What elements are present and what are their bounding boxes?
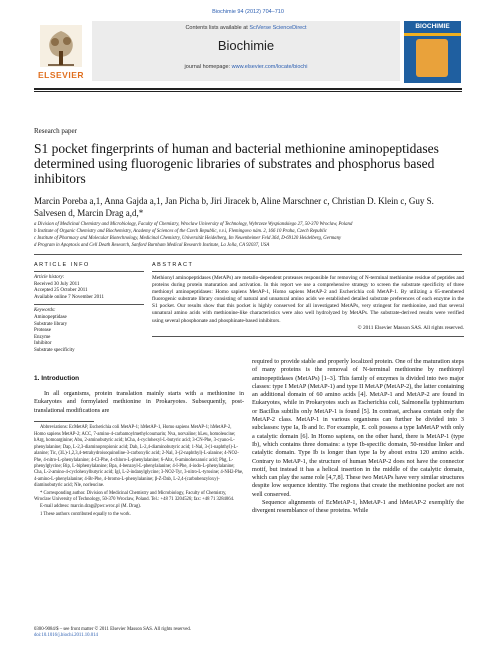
keywords — [34, 304, 144, 354]
footnote-equal-contribution: 1 These authors contributed equally to the work. — [40, 511, 131, 517]
history-accepted: Accepted 25 October 2011 — [34, 288, 88, 294]
footnote-corresponding: * Corresponding author. Division of Medicinal Chemistry and Microbiology, Faculty of Chemistry, Wroclaw University of Technology, 50-370 Wroclaw, Poland. Tel.: +48 71 3204526; fax: +48 71 3284064. — [34, 490, 235, 502]
homepage-line — [92, 64, 400, 70]
intro-paragraph: required to provide stable and properly localized protein. One of the maturation steps of many proteins is the removal of N-terminal methionine by methionyl aminopeptidases (MetAPs) [1–3]. This family of enzymes is divided into two major classes: type I MetAP (MetAP-1) and type II MetAP (MetAP-2), the latter containing an additional domain of 60 amino acids [4]. MetAP-1 and MetAP-2 are found in Eukaryotes, while in Prokaryotes such as Escherichia coli, Salmonella typhimurium or Bacillus subtilis only MetAP-1 is found [5]. In contrast, archaea contain only the MetAP-2 class. MetAP-1 in various organisms can further be divided into 3 subclasses: type Ia, Ib and Ic. For example, E. coli possess a type IaMetAP with only a catalytic domain [6]. In Homo sapiens, on the other hand, there is MetAP-1 (type Ib), which contains three domains: a type Ib-specific domain, 50-residue linker and catalytic domain. Type Ib is longer than type Ia by about extra 120 amino acids. Contrary to MetAP-1, the structure of human MetAP-2 does not have the connector motif, but instead it has a helical insertion in the middle of the catalytic domain, which can play the same role [4,7,8]. These two MetAPs have very similar structures despite low sequence identity. The regions that create the methionine pocket are not well conserved. — [252, 358, 464, 498]
history-received: Received 30 July 2011 — [34, 281, 80, 287]
abstract-text: Methionyl aminopeptidases (MetAPs) are metallo-dependent proteases responsible for removing of N-terminal methionine residue of peptides and proteins during protein maturation and activation. In this report we use a comprehensive strategy to screen the substrate specificity of three methionyl aminopeptidases: Homo sapiens MetAP-1, Homo sapiens MetAP-2 and Escherichia coli MetAP-1. By utilizing a 65-membered fluorogenic substrate library consisting of natural and unnatural amino acids we established detailed substrate preferences of each enzyme in the S1 pocket. Our results show that this pocket is highly conserved for all investigated MetAPs, very stringent for methionine, and that several unnatural amino acids with methionine-like characteristics were also well hydrolyzed by MetAPs. The substrate-derived results were verified using several phosphonate and phosphinate-based inhibitors. — [152, 275, 464, 324]
journal-reference[interactable]: Biochimie 94 (2012) 704–710 — [212, 9, 284, 15]
right-column — [252, 358, 464, 516]
history-label: Article history: — [34, 275, 65, 280]
keyword-item: Enzyme — [34, 334, 51, 340]
keyword-item: Substrate specificity — [34, 347, 75, 353]
issn-line: 0300-9084/$ – see front matter © 2011 Elsevier Masson SAS. All rights reserved. — [34, 627, 191, 632]
journal-header — [34, 21, 464, 85]
article-info-heading: ARTICLE INFO — [34, 262, 90, 268]
affiliation-b: b Institute of Organic Chemistry and Biochemistry, Academy of Sciences of the Czech Republic, v.v.i, Flemingovo nám. 2, 166 10 Praha, Czech Republic — [34, 229, 327, 234]
abstract — [152, 262, 464, 337]
journal-title: Biochimie — [217, 38, 275, 53]
homepage-prefix: journal homepage: — [184, 64, 231, 70]
footnote-email[interactable]: E-mail address: marcin.drag@pwr.wroc.pl (M. Drag). — [40, 504, 142, 510]
sciencedirect-link[interactable]: SciVerse ScienceDirect — [249, 25, 307, 31]
contents-prefix: Contents lists available at — [185, 25, 248, 31]
intro-paragraph: In all organisms, protein translation mainly starts with a methionine in Eukaryotes and formylated methionine in Prokaryotes. Subsequently, post-translational modifications are — [34, 390, 244, 414]
introduction-heading: 1. Introduction — [34, 375, 80, 382]
abstract-body — [152, 271, 464, 337]
footnote-abbreviations: Abbreviations: EcMetAP, Escherichia coli MetAP-1; hMetAP-1, Homo sapiens MetAP-1; hMetAP-2, Homo sapiens MetAP-2; ACC, 7-amino-4-carbamoylmethylcoumarin; Nva, norvaline; hLeu, homoleucine; hArg, homoarginine; Abu, 2-aminobutyric acid; hCha, 4-cyclohexyl-L-butyric acid; 3-CN-Phe, 3-cyano-L-phenylalanine; Dap, L-2,3-diaminopropionic acid; Dab, L-2,4-diaminobutyric acid; 1-Nal, 3-(1-naphthyl)-L-alanine; Tic, (3L)-1,2,3,4-tetrahydroisoquinoline-3-carboxylic acid; 2-Nal, 3-(2-naphthyl)-L-alanine; 4-NO2-Phe, 4-nitro-L-phenylalanine; 4-Cl-Phe, 4-chloro-L-phenylalanine; 6-Ahx, 6-aminohexanoic acid; Phg, L-phenylglycine; Bip, L-biphenylalanine; Bpa, 4-benzoyl-L-phenylalanine; 4-I-Phe, 4-iodo-L-phenylalanine; Cha, L-2-amino-4-cyclohexylbutyric acid; Igl, L-2-indanylglycine; 3-NO2-Tyr, 3-nitro-L-tyrosine; 4-NH2-Phe, 4-amino-L-phenylalanine; 4-Br-Phe, 4-bromo-L-phenylalanine; β-Z-Dab, L-2,4-(carbobenzyloxy)-diaminobutyric acid; Nle, norleucine. — [34, 425, 244, 489]
keyword-item: Inhibitor — [34, 341, 52, 347]
left-column — [34, 375, 244, 519]
header-rule-thick — [34, 88, 462, 90]
journal-cover — [404, 21, 461, 83]
keyword-item: Aminopeptidase — [34, 314, 67, 320]
article-info — [34, 262, 144, 355]
author-list: Marcin Poreba a,1, Anna Gajda a,1, Jan Picha b, Jiri Jiracek b, Aline Marschner c, Christian D. Klein c, Guy S. Salvesen d, Marcin Drag a,d,* — [34, 196, 434, 218]
homepage-link[interactable]: www.elsevier.com/locate/biochi — [231, 64, 308, 70]
elsevier-wordmark: ELSEVIER — [37, 70, 85, 80]
journal-banner — [92, 21, 400, 81]
intro-paragraph: Sequence alignments of EcMetAP-1, hMetAP-1 and hMetAP-2 exemplify the divergent resemblance of these proteins. While — [252, 499, 464, 515]
abstract-copyright: © 2011 Elsevier Masson SAS. All rights reserved. — [357, 324, 464, 331]
footnote-rule — [34, 421, 94, 422]
contents-line — [92, 25, 400, 31]
affiliation-d: d Program in Apoptosis and Cell Death Research, Sanford Burnham Medical Research Institute, La Jolla, CA 92037, USA — [34, 243, 270, 248]
article-history — [34, 271, 144, 301]
keyword-item: Protease — [34, 328, 51, 334]
cover-title: BIOCHIMIE — [415, 23, 450, 30]
affiliation-rule — [34, 254, 462, 255]
keyword-item: Substrate library — [34, 321, 68, 327]
history-online: Available online 7 November 2011 — [34, 294, 104, 300]
cover-image — [416, 39, 448, 77]
header-rule-thin — [34, 91, 462, 92]
affiliations — [34, 221, 464, 249]
elsevier-tree-icon — [40, 25, 82, 67]
article-type: Research paper — [34, 127, 77, 135]
cover-stripe — [404, 33, 461, 36]
doi-link[interactable]: doi:10.1016/j.biochi.2011.10.014 — [34, 633, 98, 639]
affiliation-c: c Institute of Pharmacy and Molecular Biotechnology, Medicinal Chemistry, Universität Heidelberg, Im Neuenheimer Feld 364, D-69120 Heidelberg, Germany — [34, 236, 342, 241]
paper-title: S1 pocket fingerprints of human and bacterial methionine aminopeptidases determined using fluorogenic libraries of substrates and phosphorus based inhibitors — [34, 141, 439, 186]
affiliation-a: a Division of Medicinal Chemistry and Microbiology, Faculty of Chemistry, Wroclaw University of Technology, Wybrzeze Wyspianskiego 27, 50-370 Wroclaw, Poland — [34, 222, 353, 227]
abstract-heading: ABSTRACT — [152, 262, 194, 268]
elsevier-logo — [34, 23, 88, 83]
keywords-label: Keywords: — [34, 308, 56, 314]
bottom-matter — [34, 627, 244, 639]
